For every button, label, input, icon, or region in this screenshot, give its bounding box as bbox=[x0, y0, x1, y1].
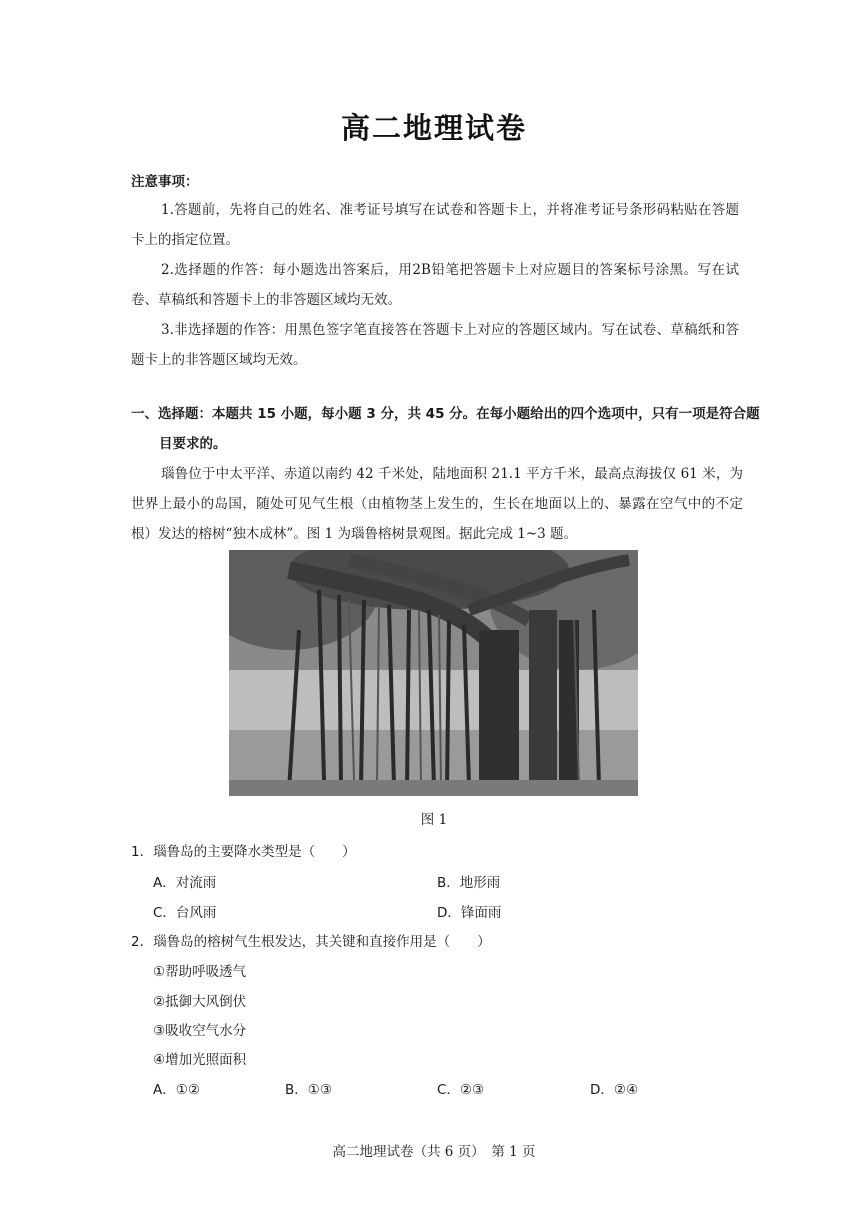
notice-item-3: 3.非选择题的作答：用黑色签字笔直接答在答题卡上对应的答题区域内。写在试卷、草稿纸和答题卡上的非答题区域均无效。 bbox=[131, 322, 739, 368]
page-footer: 高二地理试卷（共 6 页） 第 1 页 bbox=[332, 1144, 536, 1160]
section-heading: 一、选择题：本题共 15 小题，每小题 3 分，共 45 分。在每小题给出的四个选项中，只有一项是符合题目要求的。 bbox=[131, 406, 760, 452]
page-title: 高二地理试卷 bbox=[340, 111, 527, 145]
question-2-statement-1: ①帮助呼吸透气 bbox=[153, 964, 247, 980]
passage-text: 瑙鲁位于中太平洋、赤道以南约 42 千米处，陆地面积 21.1 平方千米，最高点海拔仅 61 米，为世界上最小的岛国，随处可见气生根（由植物茎上发生的，生长在地面以上的、暴露在空气中的不定根）发达的榕树“独木成林”。图 1 为瑙鲁榕树景观图。据此完成 1~3 题。 bbox=[131, 466, 743, 542]
question-1-option-c: C．台风雨 bbox=[153, 905, 217, 921]
question-2-option-d: D．②④ bbox=[590, 1082, 639, 1098]
question-1-stem: 1．瑙鲁岛的主要降水类型是（ ） bbox=[131, 844, 356, 860]
question-2-statement-4: ④增加光照面积 bbox=[153, 1052, 247, 1068]
question-2-stem: 2．瑙鲁岛的榕树气生根发达，其关键和直接作用是（ ） bbox=[131, 934, 491, 950]
banyan-photo bbox=[229, 550, 638, 796]
notice-heading: 注意事项： bbox=[131, 174, 199, 190]
question-2-option-a: A．①② bbox=[153, 1082, 200, 1098]
question-2-option-b: B．①③ bbox=[285, 1082, 332, 1098]
notice-item-2: 2.选择题的作答：每小题选出答案后，用2B铅笔把答题卡上对应题目的答案标号涂黑。写在试卷、草稿纸和答题卡上的非答题区域均无效。 bbox=[131, 262, 739, 308]
question-1-option-d: D．锋面雨 bbox=[437, 905, 502, 921]
question-1-option-a: A．对流雨 bbox=[153, 875, 217, 891]
notice-item-1: 1.答题前，先将自己的姓名、准考证号填写在试卷和答题卡上，并将准考证号条形码粘贴在答题卡上的指定位置。 bbox=[131, 202, 739, 248]
figure-caption: 图 1 bbox=[420, 812, 448, 828]
question-1-option-b: B．地形雨 bbox=[437, 875, 501, 891]
question-2-statement-3: ③吸收空气水分 bbox=[153, 1023, 247, 1039]
question-2-statement-2: ②抵御大风倒伏 bbox=[153, 994, 247, 1010]
banyan-tree-image bbox=[229, 550, 638, 796]
question-2-option-c: C．②③ bbox=[437, 1082, 485, 1098]
